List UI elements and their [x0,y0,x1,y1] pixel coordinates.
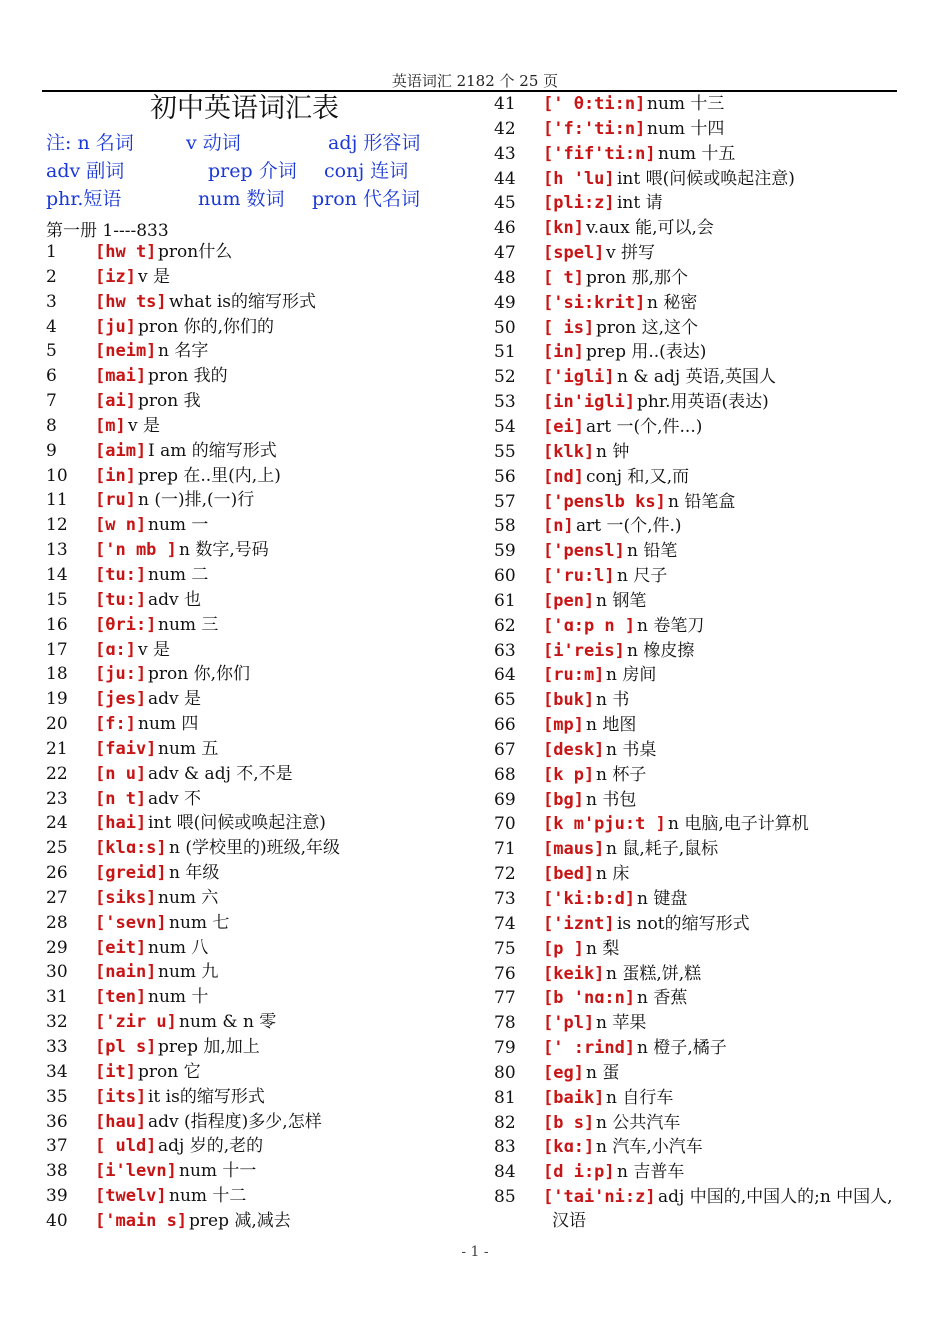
entry-number: 41 [494,94,516,114]
entry-phonetic: ['ru:l] [543,566,615,587]
entry-phonetic: [ uld] [95,1136,157,1157]
entry-phonetic: [hai] [95,813,147,834]
entry-number: 17 [46,639,68,660]
entry-meaning: n 苹果 [596,1013,647,1034]
legend-row [46,185,456,213]
entry-number: 26 [46,863,68,884]
entry-phonetic: [klk] [543,441,595,462]
entry-phonetic: [ru] [95,490,136,511]
entry-number: 51 [494,342,516,363]
entry-meaning: n (学校里的)班级,年级 [169,838,341,859]
entry-meaning: pron 你,你们 [148,664,250,685]
entry-phonetic: [faiv] [95,738,157,759]
entry-meaning: n 卷笔刀 [637,615,705,636]
entry-number: 45 [494,193,516,214]
entry-number: 54 [494,416,516,437]
entry-phonetic: ['pensl] [543,541,625,562]
entry-phonetic: ['main s] [95,1210,188,1231]
legend-item: conj 连词 [324,160,409,182]
entry-meaning: n 自行车 [606,1087,674,1108]
entry-number: 66 [494,715,516,736]
entry-meaning: n 杯子 [596,764,647,785]
entry-meaning: num 十二 [169,1186,247,1207]
entry-phonetic: [spel] [543,243,605,264]
legend-item: phr.短语 [46,188,122,210]
entry-meaning: adv & adj 不,不是 [148,763,293,784]
entry-phonetic: [' :rind] [543,1038,636,1059]
entry-number: 14 [46,564,68,585]
entry-phonetic: [ju:] [95,664,147,685]
entry-meaning: n 书 [596,690,630,711]
entry-phonetic: [twelv] [95,1186,167,1207]
entry-number: 35 [46,1086,68,1107]
entry-meaning: num 六 [158,887,219,908]
entry-number: 83 [494,1137,516,1158]
entry-phonetic: [in] [95,465,136,486]
entry-phonetic: [f:] [95,714,136,735]
entry-number: 78 [494,1013,516,1034]
entry-meaning: prep 加,加上 [158,1037,260,1057]
entry-number: 52 [494,367,516,388]
entry-number: 13 [46,540,68,561]
entry-meaning: n 书桌 [606,739,657,760]
entry-meaning: n 橡皮擦 [627,640,695,661]
entry-phonetic: [p ] [543,938,584,959]
section-heading: 第一册 1----833 [46,221,169,241]
entry-number: 60 [494,566,516,587]
entry-number: 72 [494,864,516,885]
entry-phonetic: ['f:'ti:n] [543,118,646,139]
entry-phonetic: [w n] [95,515,147,536]
entry-phonetic: [d i:p] [543,1162,615,1183]
entry-number: 65 [494,690,516,711]
entry-phonetic: ['ɑ:p n ] [543,615,636,636]
entry-meaning: num 十四 [647,118,725,139]
entry-phonetic: [n u] [95,763,147,784]
entry-meaning: n 电脑,电子计算机 [668,814,809,835]
entry-phonetic: ['sevn] [95,912,167,933]
entry-phonetic: [hau] [95,1111,147,1132]
entry-number: 56 [494,466,516,487]
entry-phonetic: [ɑ:] [95,639,136,660]
entry-meaning: v 是 [138,266,171,287]
entry-phonetic: [baik] [543,1087,605,1108]
entry-number: 58 [494,516,516,537]
entry-meaning: n 蛋 [586,1062,620,1083]
entry-phonetic: [k m'pju:t ] [543,814,666,835]
entry-meaning: num 一 [148,515,209,536]
entry-phonetic: [' θ:ti:n] [543,94,646,114]
entry-number: 37 [46,1136,68,1157]
entry-meaning: prep 减,减去 [189,1210,291,1231]
entry-phonetic: [tu:] [95,564,147,585]
entry-meaning: n 香蕉 [637,988,688,1009]
entry-meaning: pron 那,那个 [586,267,688,288]
entry-meaning: num & n 零 [179,1012,277,1033]
entry-phonetic: [ t] [543,267,584,288]
legend-item: adv 副词 [46,160,125,182]
entry-meaning: adv (指程度)多少,怎样 [148,1111,322,1132]
entry-meaning: num 八 [148,937,209,958]
entry-number: 12 [46,515,68,536]
entry-phonetic: [m] [95,415,126,436]
entry-number: 85 [494,1187,516,1208]
entry-meaning: num 二 [148,564,209,585]
entry-meaning: adv 是 [148,689,202,710]
entry-number: 82 [494,1112,516,1133]
entry-meaning: pron什么 [158,242,233,262]
entry-meaning: n 鼠,耗子,鼠标 [606,839,719,860]
entry-meaning: num 十一 [179,1161,257,1182]
entry-phonetic: [nd] [543,466,584,487]
entry-meaning: is not的缩写形式 [617,913,750,934]
entry-phonetic: [hw ts] [95,291,167,312]
entry-number: 2 [46,266,57,287]
entry-phonetic: [ai] [95,391,136,412]
entry-meaning: n & adj 英语,英国人 [617,367,776,388]
entry-number: 73 [494,889,516,909]
entry-meaning: int 喂(问候或唤起注意) [617,168,795,189]
entry-number: 7 [46,391,57,412]
entry-number: 33 [46,1037,68,1057]
entry-meaning: n 铅笔 [627,541,678,562]
entry-phonetic: [in] [543,342,584,363]
entry-phonetic: ['pl] [543,1013,595,1034]
entry-phonetic: [ten] [95,987,147,1008]
entry-meaning-continued: 汉语 [552,1211,586,1232]
entry-number: 29 [46,937,68,958]
entry-meaning: adv 也 [148,589,202,610]
entry-meaning: n 年级 [169,863,220,884]
entry-meaning: n 尺子 [617,566,668,587]
entry-number: 40 [46,1210,68,1231]
entry-meaning: n 数字,号码 [179,540,269,561]
entry-phonetic: [kn] [543,218,584,239]
entry-meaning: n 橙子,橘子 [637,1038,727,1059]
entry-phonetic: [b s] [543,1112,595,1133]
entry-number: 34 [46,1061,68,1082]
entry-number: 16 [46,614,68,635]
entry-meaning: pron 这,这个 [596,317,698,338]
entry-phonetic: [mp] [543,715,584,736]
entry-phonetic: [i'reis] [543,640,625,661]
entry-phonetic: [hw t] [95,242,157,262]
entry-meaning: n 名字 [158,341,209,362]
entry-number: 42 [494,118,516,139]
entry-meaning: num 五 [158,738,219,759]
entry-number: 75 [494,938,516,959]
entry-meaning: v.aux 能,可以,会 [586,218,714,239]
entry-meaning: n 钟 [596,441,630,462]
entry-number: 67 [494,739,516,760]
entry-phonetic: [h 'lu] [543,168,615,189]
entry-meaning: n 床 [596,864,630,885]
entry-meaning: n 铅笔盒 [668,491,736,512]
entry-meaning: v 是 [128,415,161,436]
legend-item: 注: n 名词 [46,132,134,154]
entry-meaning: adj 岁的,老的 [158,1136,264,1157]
entry-meaning: n 房间 [606,665,657,686]
entry-meaning: pron 我的 [148,366,228,387]
page-header: 英语词汇 2182 个 25 页 [391,72,559,90]
entry-number: 59 [494,541,516,562]
entry-number: 6 [46,366,57,387]
entry-meaning: n 吉普车 [617,1162,685,1183]
entry-number: 50 [494,317,516,338]
entry-phonetic: [b 'nɑ:n] [543,988,636,1009]
entry-meaning: n 公共汽车 [596,1112,681,1133]
entry-number: 28 [46,912,68,933]
entry-meaning: phr.用英语(表达) [637,392,769,413]
entry-phonetic: ['igli] [543,367,615,388]
entry-meaning: n 键盘 [637,889,688,909]
entry-phonetic: [it] [95,1061,136,1082]
entry-phonetic: [klɑ:s] [95,838,167,859]
entry-meaning: n 书包 [586,789,637,810]
entry-meaning: v 拼写 [606,243,656,264]
entry-phonetic: [keik] [543,963,605,984]
entry-phonetic: [greid] [95,863,167,884]
entry-meaning: v 是 [138,639,171,660]
entry-phonetic: ['ki:b:d] [543,889,636,909]
legend-item: v 动词 [186,132,241,154]
page-number: - 1 - [461,1244,489,1260]
entry-phonetic: ['fif'ti:n] [543,143,656,164]
entry-meaning: prep 用..(表达) [586,342,707,363]
entry-number: 63 [494,640,516,661]
entry-phonetic: ['iznt] [543,913,615,934]
entry-meaning: num 十五 [658,143,736,164]
entry-number: 25 [46,838,68,859]
entry-meaning: n 钢笔 [596,590,647,611]
entry-phonetic: [ju] [95,316,136,337]
entry-number: 19 [46,689,68,710]
entry-meaning: I am 的缩写形式 [148,440,277,461]
entry-phonetic: [maus] [543,839,605,860]
entry-number: 77 [494,988,516,1009]
entry-phonetic: [pli:z] [543,193,615,214]
entry-meaning: num 四 [138,714,199,735]
entry-number: 62 [494,615,516,636]
document-title: 初中英语词汇表 [150,93,339,124]
entry-number: 18 [46,664,68,685]
entry-meaning: what is的缩写形式 [169,291,317,312]
entry-number: 43 [494,143,516,164]
entry-number: 21 [46,738,68,759]
entry-phonetic: [i'levn] [95,1161,177,1182]
entry-number: 30 [46,962,68,983]
entry-number: 38 [46,1161,68,1182]
entry-phonetic: [pl s] [95,1037,157,1057]
legend-notes [46,129,456,213]
entry-phonetic: [ei] [543,416,584,437]
entry-number: 11 [46,490,68,511]
entry-number: 39 [46,1186,68,1207]
entry-phonetic: [jes] [95,689,147,710]
entry-phonetic: [θri:] [95,614,157,635]
entry-number: 74 [494,913,516,934]
entry-phonetic: [buk] [543,690,595,711]
entry-meaning: n 梨 [586,938,620,959]
entry-phonetic: [n t] [95,788,147,809]
entry-number: 46 [494,218,516,239]
entry-phonetic: [mai] [95,366,147,387]
entry-meaning: it is的缩写形式 [148,1086,265,1107]
entry-phonetic: [eit] [95,937,147,958]
entry-meaning: num 三 [158,614,219,635]
entry-meaning: pron 它 [138,1061,201,1082]
entry-phonetic: [nain] [95,962,157,983]
entry-number: 71 [494,839,516,860]
legend-item: pron 代名词 [312,188,420,210]
entry-meaning: num 九 [158,962,219,983]
entry-number: 10 [46,465,68,486]
entry-meaning: num 十三 [647,94,725,114]
entry-phonetic: [bg] [543,789,584,810]
entry-phonetic: [neim] [95,341,157,362]
entry-meaning: n 地图 [586,715,637,736]
entry-meaning: n 蛋糕,饼,糕 [606,963,702,984]
entry-meaning: n (一)排,(一)行 [138,490,255,511]
entry-number: 84 [494,1162,516,1183]
entry-phonetic: [ is] [543,317,595,338]
entry-meaning: n 汽车,小汽车 [596,1137,703,1158]
entry-number: 31 [46,987,68,1008]
legend-item: adj 形容词 [328,132,421,154]
entry-number: 68 [494,764,516,785]
entry-meaning: art 一(个,件...) [586,416,703,437]
entry-number: 44 [494,168,516,189]
entry-phonetic: [tu:] [95,589,147,610]
entry-number: 22 [46,763,68,784]
entry-number: 69 [494,789,516,810]
entry-phonetic: [aim] [95,440,147,461]
legend-row [46,157,456,185]
entry-number: 64 [494,665,516,686]
entry-meaning: pron 你的,你们的 [138,316,274,337]
entry-phonetic: [kɑ:] [543,1137,595,1158]
entry-number: 48 [494,267,516,288]
entry-number: 20 [46,714,68,735]
entry-number: 3 [46,291,57,312]
entry-phonetic: [k p] [543,764,595,785]
entry-number: 49 [494,292,516,313]
entry-meaning: adv 不 [148,788,202,809]
entry-number: 81 [494,1087,516,1108]
entry-number: 70 [494,814,516,835]
entry-phonetic: ['tai'ni:z] [543,1187,656,1208]
entry-meaning: int 请 [617,193,663,214]
entry-number: 4 [46,316,57,337]
entry-phonetic: ['zir u] [95,1012,177,1033]
entry-meaning: pron 我 [138,391,201,412]
legend-row [46,129,456,157]
entry-phonetic: ['penslb ks] [543,491,666,512]
entry-meaning: adj 中国的,中国人的;n 中国人, [658,1187,893,1208]
entry-meaning: conj 和,又,而 [586,466,690,487]
entry-number: 24 [46,813,68,834]
entry-number: 27 [46,887,68,908]
entry-number: 36 [46,1111,68,1132]
entry-phonetic: [n] [543,516,574,537]
entry-meaning: prep 在..里(内,上) [138,465,281,486]
legend-item: num 数词 [198,188,285,210]
entry-phonetic: [siks] [95,887,157,908]
entry-phonetic: [ru:m] [543,665,605,686]
entry-number: 15 [46,589,68,610]
entry-number: 76 [494,963,516,984]
entry-meaning: n 秘密 [647,292,698,313]
entry-phonetic: ['si:krit] [543,292,646,313]
entry-meaning: num 十 [148,987,209,1008]
entry-number: 57 [494,491,516,512]
entry-number: 23 [46,788,68,809]
entry-number: 79 [494,1038,516,1059]
entry-number: 1 [46,242,57,262]
entry-number: 47 [494,243,516,264]
legend-item: prep 介词 [208,160,297,182]
entry-phonetic: [iz] [95,266,136,287]
entry-meaning: num 七 [169,912,230,933]
entry-phonetic: ['n mb ] [95,540,177,561]
entry-phonetic: [eg] [543,1062,584,1083]
entry-phonetic: [in'igli] [543,392,636,413]
entry-number: 53 [494,392,516,413]
entry-number: 8 [46,415,57,436]
entry-number: 5 [46,341,57,362]
entry-phonetic: [its] [95,1086,147,1107]
entry-meaning: art 一(个,件.) [576,516,682,537]
entry-phonetic: [bed] [543,864,595,885]
entry-meaning: int 喂(问候或唤起注意) [148,813,326,834]
entry-number: 80 [494,1062,516,1083]
entry-number: 9 [46,440,57,461]
entry-number: 32 [46,1012,68,1033]
entry-number: 55 [494,441,516,462]
entry-phonetic: [desk] [543,739,605,760]
entry-phonetic: [pen] [543,590,595,611]
entry-number: 61 [494,590,516,611]
